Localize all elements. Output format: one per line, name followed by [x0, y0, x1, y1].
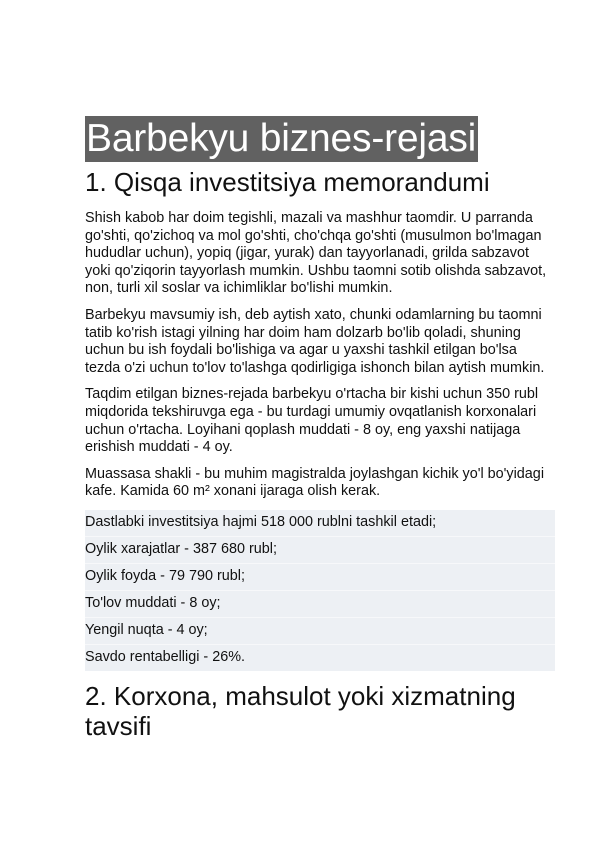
paragraph-1: Shish kabob har doim tegishli, mazali va mashhur taomdir. U parranda go'shti, qo'zichoq va mol go'shti, cho'chqa go'shti (musulmon bo'lmagan hududlar uchun), yopiq (jigar, yurak) dan tayyorlanadi, grilda sabzavot yoki qo'ziqorin tayyorlash mumkin. Ushbu taomni sotib olishda sabzavot, non, turli xil soslar va ichimliklar bo'lishi mumkin.	[85, 210, 547, 297]
document-title: Barbekyu biznes-rejasi	[86, 117, 477, 160]
paragraph-4: Muassasa shakli - bu muhim magistralda joylashgan kichik yo'l bo'yidagi kafe. Kamida 60 m² xonani ijaraga olish kerak.	[85, 465, 545, 500]
section-2-heading: 2. Korxona, mahsulot yoki xizmatning tavsifi	[85, 680, 516, 741]
summary-item-break-even: Yengil nuqta - 4 oy;	[85, 618, 555, 645]
summary-item-monthly-costs: Oylik xarajatlar - 387 680 rubl;	[85, 537, 555, 564]
summary-item-monthly-profit: Oylik foyda - 79 790 rubl;	[85, 564, 555, 591]
summary-item-payback: To'lov muddati - 8 oy;	[85, 591, 555, 618]
summary-box	[85, 510, 555, 671]
document-page	[85, 116, 555, 753]
paragraph-2: Barbekyu mavsumiy ish, deb aytish xato, chunki odamlarning bu taomni tatib ko'rish istagi yilning har doim ham dolzarb bo'lib qoladi, shuning uchun bu ish foydali bo'lishiga va agar u yaxshi tashkil etilgan bo'lsa tezda o'zi uchun to'lov to'lashga qodirligiga ishonch bilan aytish mumkin.	[85, 306, 545, 376]
summary-item-profitability: Savdo rentabelligi - 26%.	[85, 648, 245, 665]
summary-item-investment: Dastlabki investitsiya hajmi 518 000 rublni tashkil etadi;	[85, 510, 555, 537]
paragraph-3: Taqdim etilgan biznes-rejada barbekyu o'rtacha bir kishi uchun 350 rubl miqdorida tekshiruvga ega - bu turdagi umumiy ovqatlanish korxonalari uchun o'rtacha. Loyihani qoplash muddati - 8 oy, eng yaxshi natijaga erishish muddati - 4 oy.	[85, 386, 539, 456]
section-1-heading: 1. Qisqa investitsiya memorandumi	[85, 167, 490, 197]
